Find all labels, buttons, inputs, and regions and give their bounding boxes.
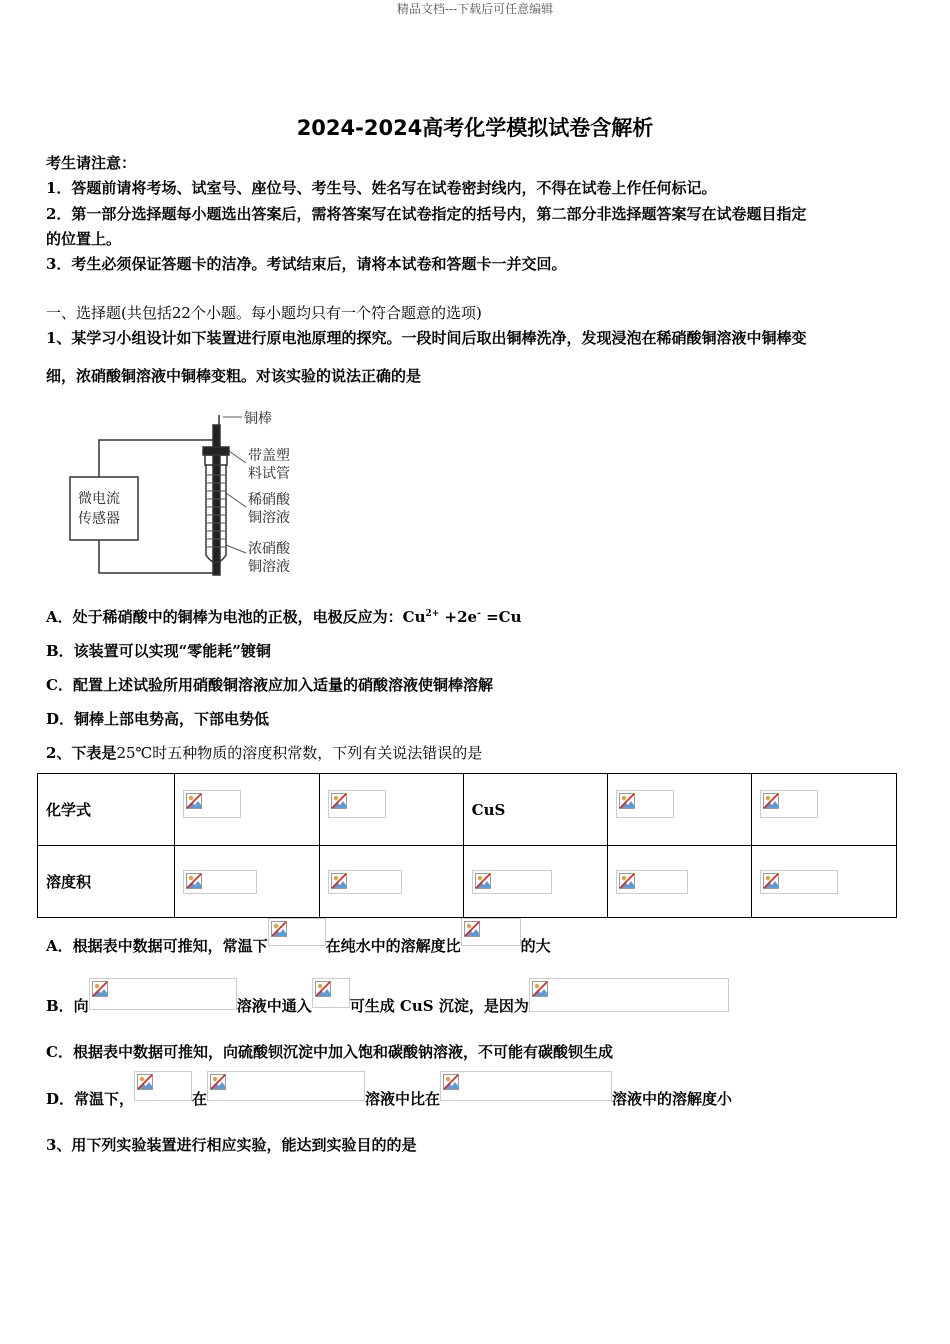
q2-option-a: A．根据表中数据可推知，常温下 在纯水中的溶解度比 的大 bbox=[46, 918, 551, 956]
q1-stem-line2: 细，浓硝酸铜溶液中铜棒变粗。对该实验的说法正确的是 bbox=[46, 367, 422, 385]
broken-image-icon bbox=[760, 790, 818, 818]
broken-image-icon bbox=[312, 978, 350, 1008]
sensor-label-2: 传感器 bbox=[78, 511, 120, 527]
section-heading: 一、选择题(共包括22个小题。每小题均只有一个符合题意的选项) bbox=[46, 304, 482, 322]
page-header: 精品文档---下载后可任意编辑 bbox=[396, 2, 554, 16]
broken-image-icon bbox=[207, 1071, 365, 1101]
broken-image-icon bbox=[183, 870, 257, 894]
table-row bbox=[38, 846, 897, 918]
table-row bbox=[38, 774, 897, 846]
q1-option-a: A．处于稀硝酸中的铜棒为电池的正极，电极反应为：$Cu^{2+} +2e^- =Cu$ bbox=[46, 608, 522, 626]
label-dilute-1: 稀硝酸 bbox=[248, 492, 290, 508]
sensor-label-1: 微电流 bbox=[78, 491, 120, 507]
page-title: 2024-2024高考化学模拟试卷含解析 bbox=[296, 116, 654, 140]
broken-image-icon bbox=[328, 870, 402, 894]
notice-item-2: 2．第一部分选择题每小题选出答案后，需将答案写在试卷指定的括号内，第二部分非选择题答案写在试卷题目指定 bbox=[46, 205, 807, 223]
q2-stem: 2、下表是25℃时五种物质的溶度积常数，下列有关说法错误的是 bbox=[46, 744, 483, 762]
q2-option-b: B．向 溶液中通入 可生成 CuS 沉淀，是因为 bbox=[46, 978, 729, 1016]
label-dilute-2: 铜溶液 bbox=[248, 510, 290, 526]
table-cell-label: 化学式 bbox=[38, 774, 175, 846]
notice-item-3: 3．考生必须保证答题卡的洁净。考试结束后，请将本试卷和答题卡一并交回。 bbox=[46, 255, 567, 273]
q3-stem: 3、用下列实验装置进行相应实验，能达到实验目的的是 bbox=[46, 1136, 417, 1154]
q1-option-c: C．配置上述试验所用硝酸铜溶液应加入适量的硝酸溶液使铜棒溶解 bbox=[46, 676, 493, 694]
broken-image-icon bbox=[440, 1071, 612, 1101]
table-cell-cus: CuS bbox=[463, 774, 608, 846]
broken-image-icon bbox=[134, 1071, 192, 1101]
label-tube-1: 带盖塑 bbox=[248, 448, 290, 464]
table-cell-label: 溶度积 bbox=[38, 846, 175, 918]
notice-item-1: 1．答题前请将考场、试室号、座位号、考生号、姓名写在试卷密封线内，不得在试卷上作任何标记。 bbox=[46, 179, 717, 197]
q1-stem-line1: 1、某学习小组设计如下装置进行原电池原理的探究。一段时间后取出铜棒洗净，发现浸泡在稀硝酸铜溶液中铜棒变 bbox=[46, 329, 807, 347]
label-tube-2: 料试管 bbox=[248, 466, 290, 482]
label-copper-rod: 铜棒 bbox=[244, 411, 272, 427]
q1-option-d: D．铜棒上部电势高，下部电势低 bbox=[46, 710, 270, 728]
label-conc-2: 铜溶液 bbox=[248, 559, 290, 575]
galvanic-cell-diagram bbox=[66, 405, 316, 580]
notice-heading: 考生请注意： bbox=[46, 154, 137, 172]
broken-image-icon bbox=[616, 870, 688, 894]
solubility-table bbox=[37, 773, 897, 918]
notice-item-2-cont: 的位置上。 bbox=[46, 230, 122, 248]
broken-image-icon bbox=[328, 790, 386, 818]
broken-image-icon bbox=[472, 870, 552, 894]
broken-image-icon bbox=[268, 918, 326, 946]
q1-option-b: B．该装置可以实现“零能耗”镀铜 bbox=[46, 642, 271, 660]
broken-image-icon bbox=[529, 978, 729, 1012]
broken-image-icon bbox=[89, 978, 237, 1010]
label-conc-1: 浓硝酸 bbox=[248, 541, 290, 557]
q2-option-c: C．根据表中数据可推知，向硫酸钡沉淀中加入饱和碳酸钠溶液，不可能有碳酸钡生成 bbox=[46, 1043, 613, 1061]
broken-image-icon bbox=[183, 790, 241, 818]
broken-image-icon bbox=[616, 790, 674, 818]
q2-option-d: D．常温下， 在 溶液中比在 溶液中的溶解度小 bbox=[46, 1071, 732, 1109]
broken-image-icon bbox=[760, 870, 838, 894]
broken-image-icon bbox=[461, 918, 521, 946]
